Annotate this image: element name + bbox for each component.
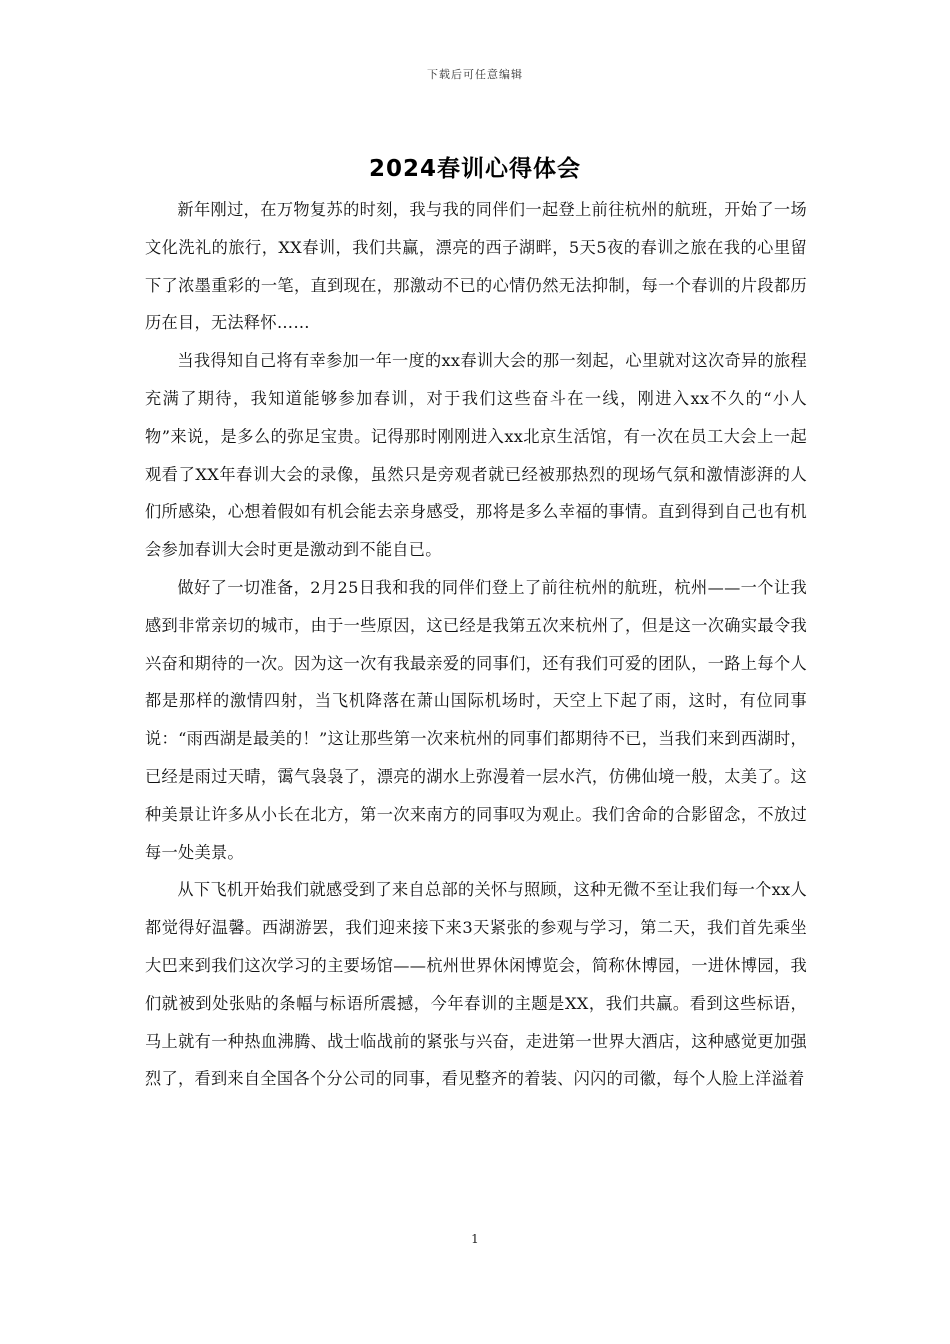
- paragraph: 新年刚过，在万物复苏的时刻，我与我的同伴们一起登上前往杭州的航班，开始了一场文化洗礼的旅行，XX春训，我们共赢，漂亮的西子湖畔，5天5夜的春训之旅在我的心里留下了浓墨重彩的一笔，直到现在，那激动不已的心情仍然无法抑制，每一个春训的片段都历历在目，无法释怀……: [145, 200, 807, 333]
- document-title: 2024春训心得体会: [368, 156, 581, 182]
- paragraph: 当我得知自己将有幸参加一年一度的xx春训大会的那一刻起，心里就对这次奇异的旅程充满了期待，我知道能够参加春训，对于我们这些奋斗在一线，刚进入xx不久的“小人物”来说，是多么的弥足宝贵。记得那时刚刚进入xx北京生活馆，有一次在员工大会上一起观看了XX年春训大会的录像，虽然只是旁观者就已经被那热烈的现场气氛和激情澎湃的人们所感染，心想着假如有机会能去亲身感受，那将是多么幸福的事情。直到得到自己也有机会参加春训大会时更是激动到不能自已。: [145, 351, 807, 560]
- header-note: 下载后可任意编辑: [427, 68, 523, 81]
- paragraph: 从下飞机开始我们就感受到了来自总部的关怀与照顾，这种无微不至让我们每一个xx人都觉得好温馨。西湖游罢，我们迎来接下来3天紧张的参观与学习，第二天，我们首先乘坐大巴来到我们这次学习的主要场馆——杭州世界休闲博览会，简称休博园，一进休博园，我们就被到处张贴的条幅与标语所震撼，今年春训的主题是XX，我们共赢。看到这些标语，马上就有一种热血沸腾、战士临战前的紧张与兴奋，走进第一世界大酒店，这种感觉更加强烈了，看到来自全国各个分公司的同事，看见整齐的着装、闪闪的司徽，每个人脸上洋溢着: [145, 880, 807, 1089]
- paragraph: 做好了一切准备，2月25日我和我的同伴们登上了前往杭州的航班，杭州——一个让我感到非常亲切的城市，由于一些原因，这已经是我第五次来杭州了，但是这一次确实最令我兴奋和期待的一次。因为这一次有我最亲爱的同事们，还有我们可爱的团队，一路上每个人都是那样的激情四射，当飞机降落在萧山国际机场时，天空上下起了雨，这时，有位同事说：“雨西湖是最美的！”这让那些第一次来杭州的同事们都期待不已，当我们来到西湖时，已经是雨过天晴，霭气袅袅了，漂亮的湖水上弥漫着一层水汽，仿佛仙境一般，太美了。这种美景让许多从小长在北方，第一次来南方的同事叹为观止。我们舍命的合影留念，不放过每一处美景。: [145, 577, 807, 862]
- document-body: [145, 191, 807, 1098]
- page-number: 1: [471, 1232, 479, 1246]
